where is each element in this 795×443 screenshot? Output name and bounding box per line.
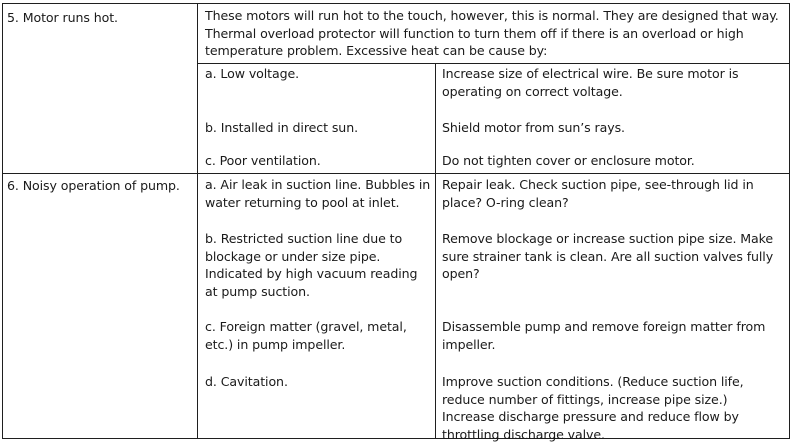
column-divider-cause [435, 63, 436, 439]
cause-text: c. Poor ventilation. [205, 153, 321, 168]
table-border-left [2, 3, 3, 439]
cause-text: b. Restricted suction line due to blockage or under size pipe. Indicated by high vacuum reading at pump suction. [205, 231, 418, 299]
column-divider-problem [197, 3, 198, 439]
remedy-text: Do not tighten cover or enclosure motor. [442, 153, 695, 168]
problem-label: 5. Motor runs hot. [7, 10, 118, 25]
remedy-text: Increase size of electrical wire. Be sure motor is operating on correct voltage. [442, 66, 739, 99]
cause-text: c. Foreign matter (gravel, metal, etc.) in pump impeller. [205, 319, 407, 352]
cause-text: a. Low voltage. [205, 66, 300, 81]
row-divider [2, 173, 790, 174]
cause-text: a. Air leak in suction line. Bubbles in water returning to pool at inlet. [205, 177, 431, 210]
cause-text: d. Cavitation. [205, 374, 288, 389]
problem-label: 6. Noisy operation of pump. [7, 178, 180, 193]
remedy-text: Repair leak. Check suction pipe, see-through lid in place? O-ring clean? [442, 177, 754, 210]
remedy-text: Remove blockage or increase suction pipe size. Make sure strainer tank is clean. Are all suction valves fully open? [442, 231, 774, 281]
remedy-text: Disassemble pump and remove foreign matter from impeller. [442, 319, 766, 352]
table-border-right [789, 3, 790, 439]
remedy-text: Shield motor from sun’s rays. [442, 120, 625, 135]
troubleshooting-table [2, 3, 790, 442]
cause-text: b. Installed in direct sun. [205, 120, 358, 135]
problem-intro-text: These motors will run hot to the touch, however, this is normal. They are designed that way. Thermal overload protector will function to turn them off if there is an overload or high temperature problem. Excessive heat can be cause by: [205, 8, 779, 58]
remedy-text: Improve suction conditions. (Reduce suction life, reduce number of fittings, increase pipe size.) Increase discharge pressure and reduce flow by throttling discharge valve. [442, 374, 744, 442]
table-border-top [2, 3, 790, 4]
